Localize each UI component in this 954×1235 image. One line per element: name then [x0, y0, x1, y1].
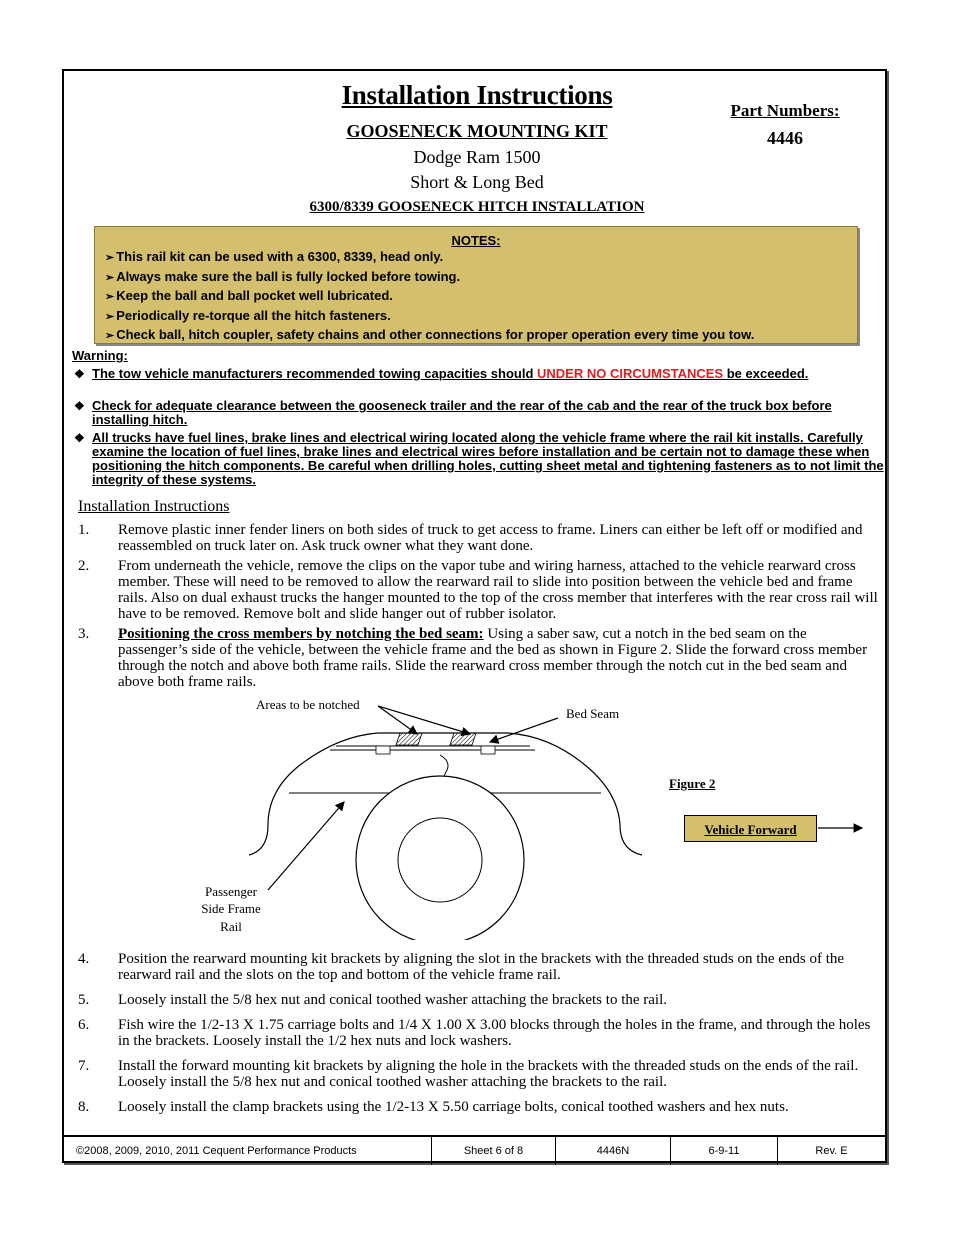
- part-numbers-label: Part Numbers:: [730, 101, 840, 120]
- callout-arrow: [490, 718, 558, 742]
- instruction-step: 5. Loosely install the 5/8 hex nut and conical toothed washer attaching the brackets to the rail.: [78, 992, 668, 1008]
- arrow-bullet-icon: ➢: [105, 271, 115, 284]
- note-item: ➢ Periodically re-torque all the hitch fasteners.: [105, 307, 391, 323]
- notes-heading: NOTES:: [451, 233, 501, 248]
- figure-label: Figure 2: [669, 776, 716, 791]
- note-item: ➢ Check ball, hitch coupler, safety chains and other connections for proper operation every time you tow.: [105, 327, 755, 342]
- part-number: 4446: [767, 128, 803, 148]
- warning-item: ❖ The tow vehicle manufacturers recommended towing capacities should UNDER NO CIRCUMSTANCES be exceeded.: [74, 366, 809, 381]
- footer-copyright: © 2008, 2009, 2010, 2011 Cequent Performance Products: [64, 1137, 432, 1165]
- callout-passenger: Passenger: [205, 884, 257, 899]
- callout-rail: Rail: [220, 919, 242, 934]
- note-item: ➢ This rail kit can be used with a 6300, 8339, head only.: [105, 249, 444, 264]
- instruction-step: 3. Positioning the cross members by notching the bed seam: Using a saber saw, cut a notch in the bed seam on the passenger’s side of the vehicle, between the vehicle frame and the bed as shown in Figure 2. Slide the forward cross member through the notch and above both frame rails. Slide the rearward cross member through the notch cut in the bed seam and above both frame rails.: [78, 626, 868, 690]
- notes-box: [94, 226, 858, 344]
- warning-emphasis: UNDER NO CIRCUMSTANCES: [537, 366, 724, 381]
- warning-item: ❖ Check for adequate clearance between the gooseneck trailer and the rear of the cab and the rear of the truck box before installing hitch.: [74, 398, 832, 427]
- arrow-bullet-icon: ➢: [105, 291, 115, 303]
- instruction-step: 1. Remove plastic inner fender liners on both sides of truck to get access to frame. Liners can either be left off or modified and reassembled on truck later on. Ask truck owner what they want done.: [78, 522, 863, 554]
- note-item: ➢ Keep the ball and ball pocket well lubricated.: [105, 288, 393, 303]
- instruction-step: 4. Position the rearward mounting kit brackets by aligning the slot in the brackets with the threaded studs on the ends of the rearward rail and the slots on the top and bottom of the vehicle frame rail.: [78, 951, 845, 983]
- warning-item: ❖ All trucks have fuel lines, brake lines and electrical wiring located along the vehicle frame where the rail kit installs. Carefully examine the location of fuel lines, brake lines and electrical wires before installation and be certain not to damage these when positioning the hitch components. Be careful when drilling holes, cutting sheet metal and tightening fasteners as to not limit the integrity of these systems.: [74, 430, 884, 487]
- warning-heading: Warning:: [72, 348, 128, 363]
- diamond-bullet-icon: ❖: [74, 367, 85, 381]
- instructions-heading: Installation Instructions: [78, 498, 230, 515]
- footer-doc-number: 4446N: [556, 1137, 671, 1165]
- instruction-step: 6. Fish wire the 1/2-13 X 1.75 carriage bolts and 1/4 X 1.00 X 3.00 blocks through the holes in the frame, and through the holes in the brackets. Loosely install the 1/2 hex nuts and lock washers.: [78, 1017, 871, 1049]
- callout-areas-notched: Areas to be notched: [256, 697, 360, 712]
- vehicle-forward-box: Vehicle Forward: [684, 815, 817, 842]
- arrow-bullet-icon: ➢: [105, 330, 115, 342]
- note-item: ➢ Always make sure the ball is fully locked before towing.: [105, 268, 461, 284]
- callout-bed-seam: Bed Seam: [566, 706, 620, 721]
- footer-date: 6-9-11: [671, 1137, 778, 1165]
- callout-arrow: [378, 706, 417, 734]
- diamond-bullet-icon: ❖: [74, 431, 85, 445]
- instruction-step: 8. Loosely install the clamp brackets using the 1/2-13 X 5.50 carriage bolts, conical toothed washers and hex nuts.: [78, 1099, 789, 1115]
- callout-arrow: [378, 706, 470, 734]
- vehicle-model: Dodge Ram 1500: [413, 147, 541, 167]
- notch-area: [396, 733, 422, 745]
- footer-sheet: Sheet 6 of 8: [432, 1137, 556, 1165]
- bed-tab: [376, 746, 390, 754]
- notch-area: [450, 733, 476, 745]
- instruction-step: 2. From underneath the vehicle, remove the clips on the vapor tube and wiring harness, attached to the vehicle rearward cross member. These will need to be removed to allow the rearward rail to slide into position between the vehicle bed and frame rails. Also on dual exhaust trucks the hanger mounted to the top of the cross member that interferes with the rear cross rail will have to be removed. Remove bolt and slide hanger out of rubber isolator.: [78, 558, 878, 622]
- wheel-hub: [398, 818, 482, 902]
- callout-arrow: [268, 802, 344, 890]
- arrow-bullet-icon: ➢: [105, 252, 115, 264]
- callout-side-frame: Side Frame: [201, 901, 261, 916]
- footer-revision: Rev. E: [815, 1145, 848, 1157]
- instruction-step: 7. Install the forward mounting kit brackets by aligning the hole in the brackets with the threaded studs on the ends of the rail. Loosely install the 5/8 hex nut and conical toothed washer attaching the brackets to the rail.: [78, 1058, 859, 1090]
- page-title: Installation Instructions: [341, 80, 613, 110]
- kit-name: GOOSENECK MOUNTING KIT: [346, 121, 608, 141]
- bed-type: Short & Long Bed: [410, 172, 544, 192]
- copyright-symbol: ©: [76, 1145, 85, 1157]
- arrow-bullet-icon: ➢: [105, 310, 115, 323]
- diamond-bullet-icon: ❖: [74, 399, 85, 413]
- bed-tab: [481, 746, 495, 754]
- hitch-installation-title: 6300/8339 GOOSENECK HITCH INSTALLATION: [309, 199, 645, 215]
- footer: [64, 1135, 885, 1165]
